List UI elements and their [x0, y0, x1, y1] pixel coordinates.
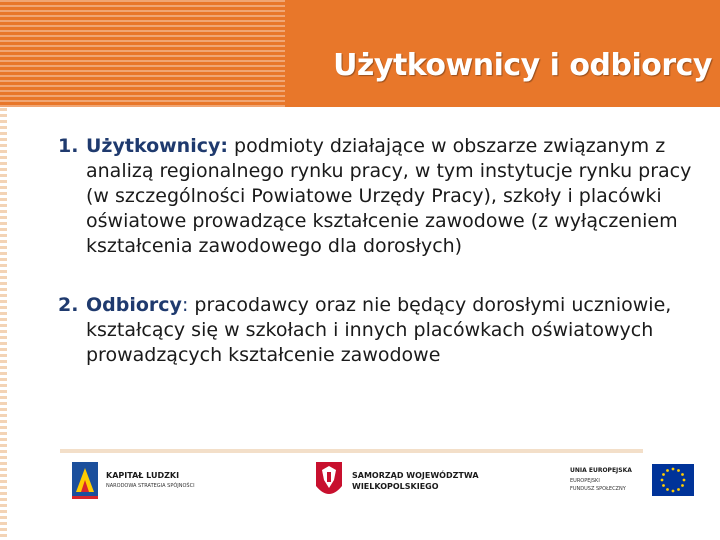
item-colon: :: [181, 294, 189, 316]
logo3-line1: UNIA EUROPEJSKA: [570, 467, 632, 474]
item-text: pracodawcy oraz nie będący dorosłymi uczniowie, kształcący się w szkołach i innych placówkach oświatowych prowadzących kształcenie zawodowe: [86, 294, 672, 366]
item-number: 2.: [58, 294, 79, 316]
kapital-ludzki-logo: [70, 458, 270, 504]
title-bar: [0, 0, 720, 107]
list-item-recipients: [58, 293, 708, 368]
logo2-line2: WIELKOPOLSKIEGO: [352, 482, 439, 491]
logo3-line3: FUNDUSZ SPOŁECZNY: [570, 486, 626, 492]
logo2-line1: SAMORZĄD WOJEWÓDZTWA: [352, 471, 479, 480]
eagle-crest-icon: [316, 462, 342, 494]
footer-logos: [60, 458, 700, 508]
logo1-title: KAPITAŁ LUDZKI: [106, 471, 180, 480]
item-term: Odbiorcy: [86, 294, 182, 316]
kapital-ludzki-emblem-icon: [72, 462, 98, 499]
logo3-line2: EUROPEJSKI: [570, 478, 600, 484]
eu-logo: [570, 458, 700, 504]
item-term: Użytkownicy:: [86, 135, 228, 157]
eu-flag-icon: [652, 464, 694, 496]
footer-divider: [60, 449, 643, 453]
wielkopolska-logo: [312, 458, 492, 504]
item-number: 1.: [58, 135, 79, 157]
slide-content: [58, 134, 708, 368]
item-text: podmioty działające w obszarze związanym z analizą regionalnego rynku pracy, w tym instytucje rynku pracy (w szczególności Powiatowe Urzędy Pracy), szkoły i placówki oświatowe prowadzące kształcenie zawodowe (z wyłączeniem kształcenia zawodowego dla dorosłych): [86, 135, 692, 257]
slide-title: Użytkownicy i odbiorcy: [333, 48, 712, 83]
logo1-subtitle: NARODOWA STRATEGIA SPÓJNOŚCI: [106, 483, 195, 489]
list-item-users: [58, 134, 708, 259]
title-bar-stripes: [0, 0, 285, 107]
